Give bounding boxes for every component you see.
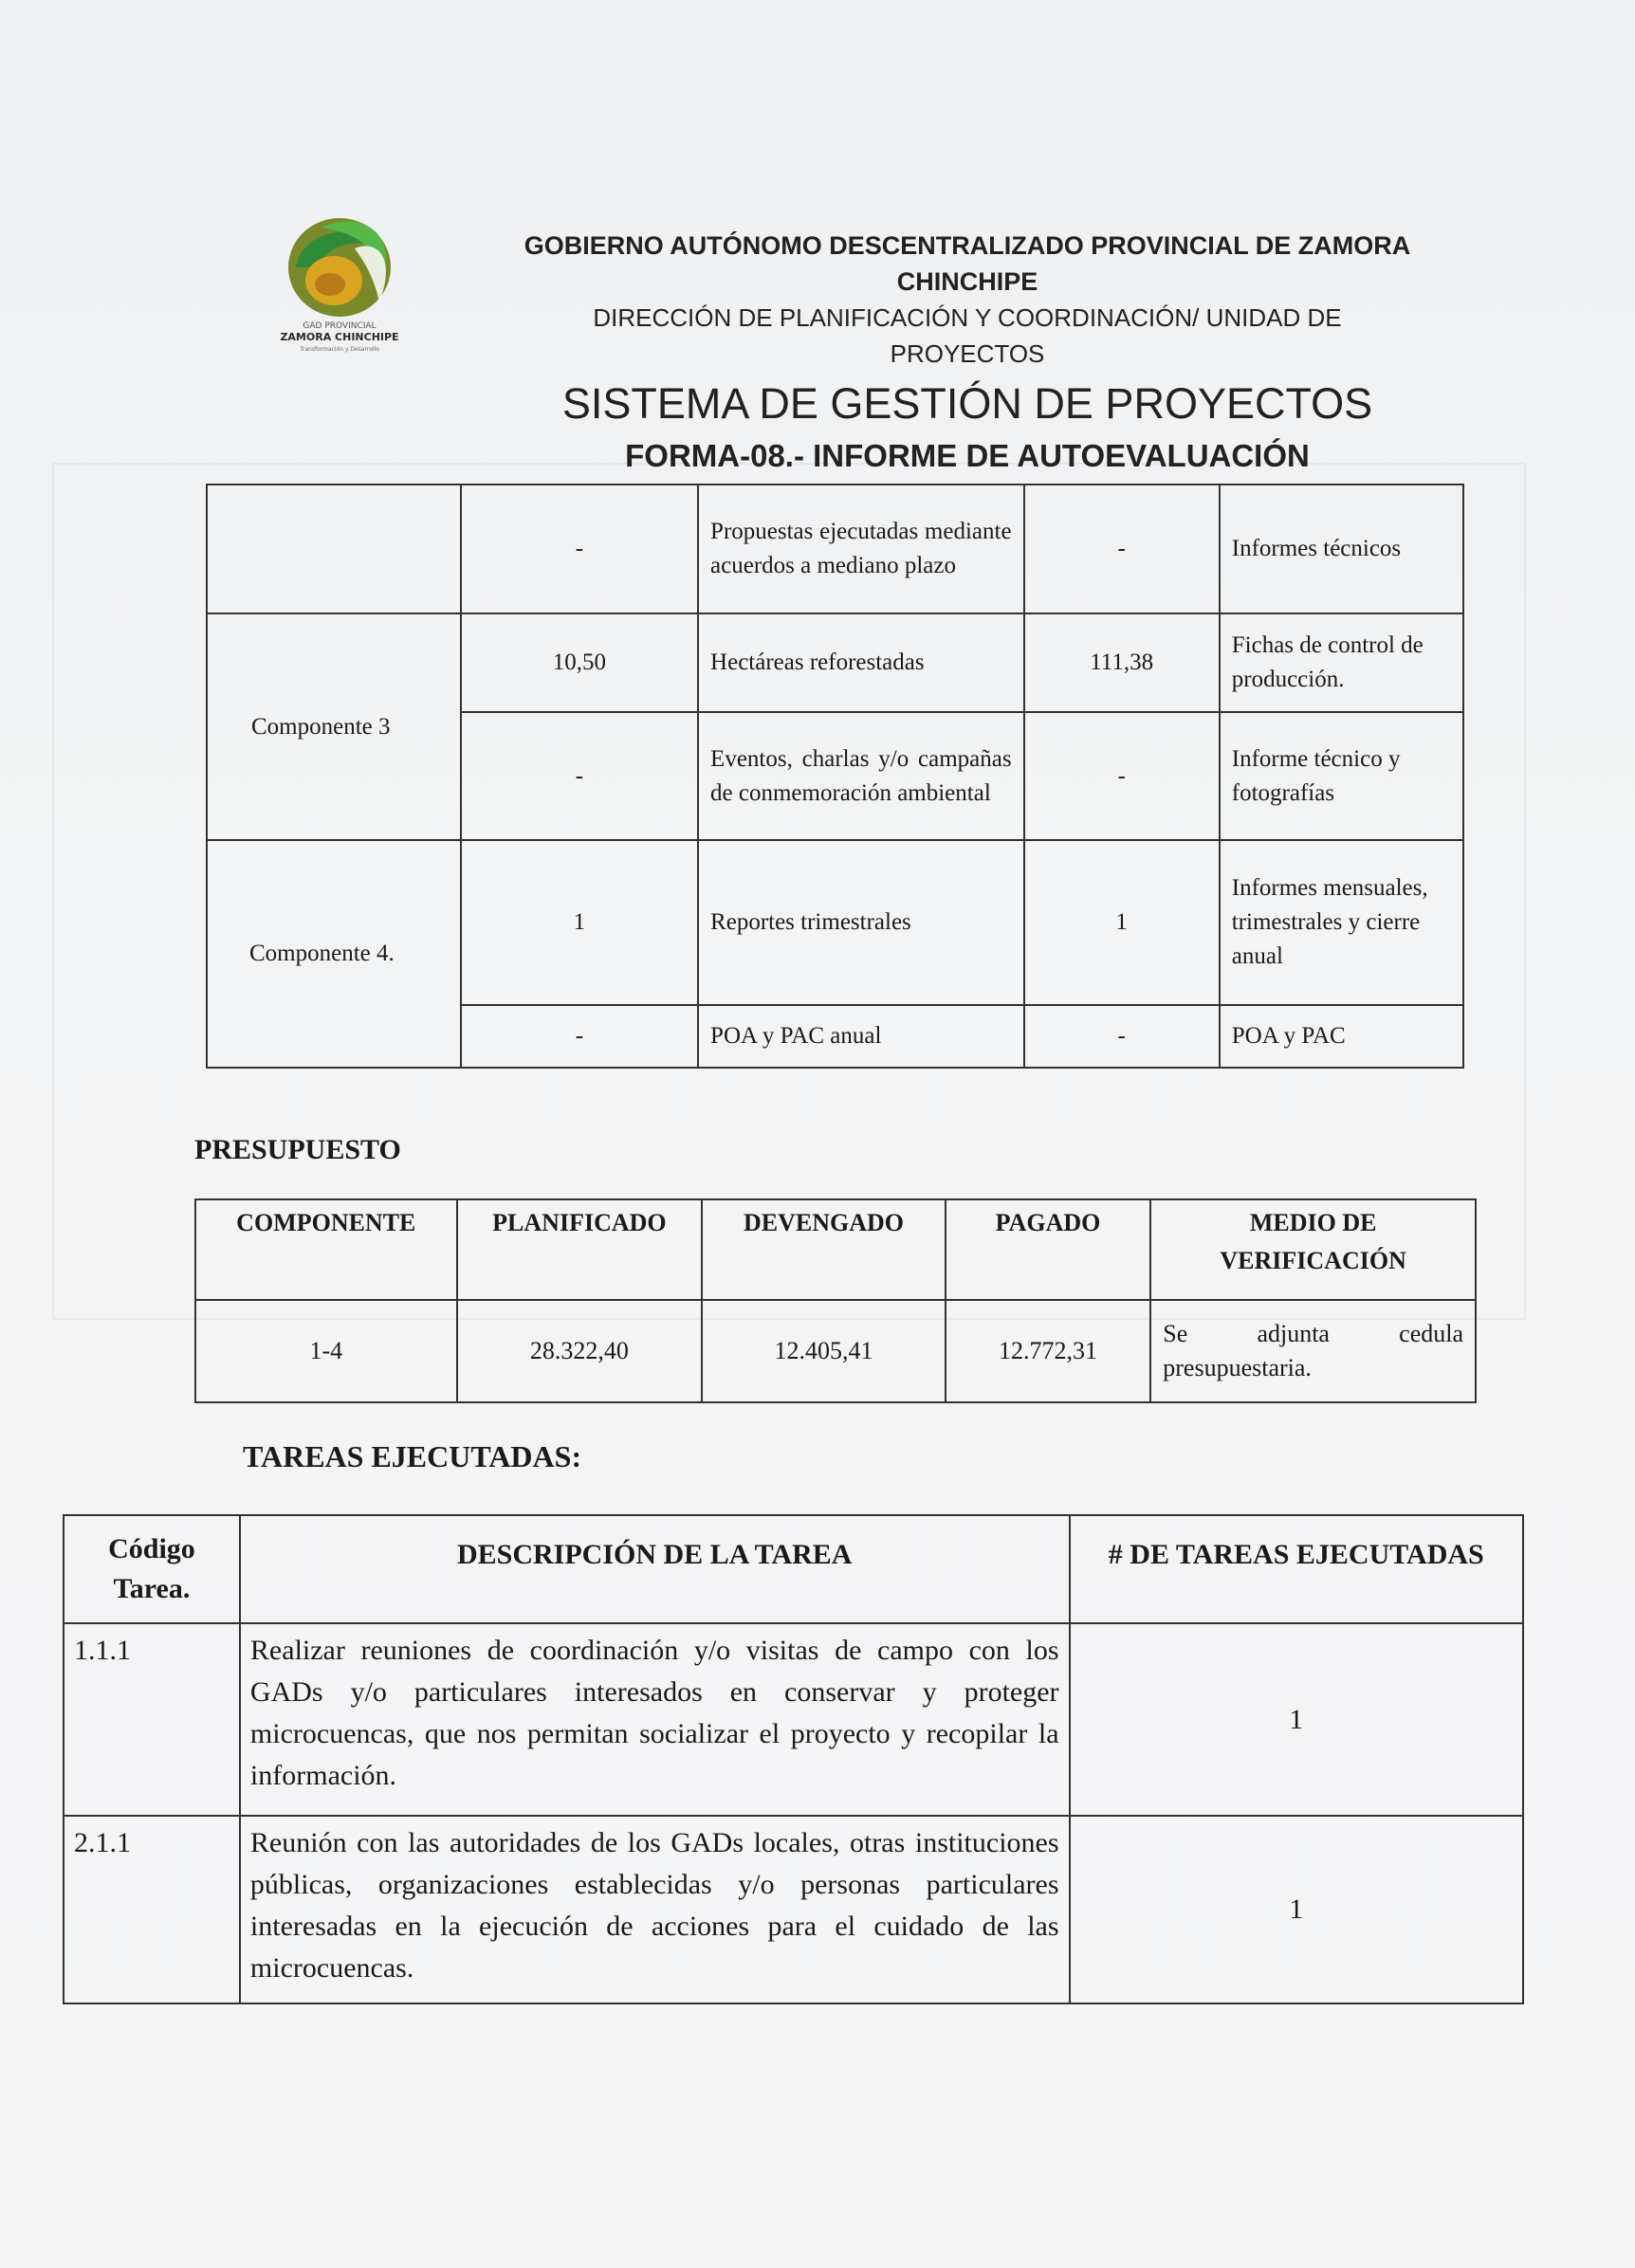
achieved-cell: - (1024, 712, 1220, 840)
table-row (207, 485, 1463, 613)
planned-cell: 10,50 (461, 613, 698, 712)
logo-line2: ZAMORA CHINCHIPE (280, 331, 399, 343)
paid-value: 12.772,31 (946, 1300, 1150, 1402)
accrued-value: 12.405,41 (702, 1300, 946, 1402)
verification-value: Se adjunta cedula presupuestaria. (1150, 1300, 1476, 1402)
logo-line3: Transformación y Desarrollo (300, 346, 379, 353)
table-row (207, 840, 1463, 1005)
verification-cell: POA y PAC (1220, 1005, 1463, 1068)
gad-zamora-logo (264, 210, 415, 362)
department-line1: DIRECCIÓN DE PLANIFICACIÓN Y COORDINACIÓN/ UNIDAD DE (593, 303, 1342, 332)
tasks-label: TAREAS EJECUTADAS: (243, 1439, 582, 1473)
header-cell: PLANIFICADO (457, 1199, 703, 1300)
components-table (206, 484, 1464, 1069)
task-code: 2.1.1 (64, 1816, 240, 2003)
task-code: 1.1.1 (64, 1623, 240, 1816)
tasks-table (63, 1514, 1524, 2004)
org-name-line1: GOBIERNO AUTÓNOMO DESCENTRALIZADO PROVINCIAL DE ZAMORA (524, 231, 1411, 260)
budget-table (194, 1198, 1477, 1403)
achieved-cell: - (1024, 1005, 1220, 1068)
task-count: 1 (1070, 1623, 1523, 1816)
task-count: 1 (1070, 1816, 1523, 2003)
header-cell: MEDIO DE VERIFICACIÓN (1150, 1199, 1476, 1300)
table-row (64, 1816, 1523, 2003)
table-row (207, 613, 1463, 712)
table-header-row (64, 1515, 1523, 1623)
indicator-cell: Propuestas ejecutadas mediante acuerdos a mediano plazo (698, 485, 1024, 613)
header-cell: DESCRIPCIÓN DE LA TAREA (240, 1515, 1070, 1623)
achieved-cell: 111,38 (1024, 613, 1220, 712)
component-cell: Componente 4. (207, 840, 461, 1068)
achieved-cell: 1 (1024, 840, 1220, 1005)
header-cell: # DE TAREAS EJECUTADAS (1070, 1515, 1523, 1623)
task-description: Realizar reuniones de coordinación y/o visitas de campo con los GADs y/o particulares interesados en conservar y proteger microcuencas, que nos permitan socializar el proyecto y recopilar la información. (240, 1623, 1070, 1816)
achieved-cell: - (1024, 485, 1220, 613)
org-name-line2: CHINCHIPE (896, 267, 1038, 296)
document-header (493, 228, 1442, 478)
indicator-cell: Hectáreas reforestadas (698, 613, 1024, 712)
indicator-cell: Reportes trimestrales (698, 840, 1024, 1005)
form-title: FORMA-08.- INFORME DE AUTOEVALUACIÓN (625, 438, 1310, 473)
verification-cell: Informes mensuales, trimestrales y cierre anual (1220, 840, 1463, 1005)
system-title: SISTEMA DE GESTIÓN DE PROYECTOS (561, 379, 1373, 428)
header-cell: Código Tarea. (64, 1515, 240, 1623)
indicator-cell: Eventos, charlas y/o campañas de conmemoración ambiental (698, 712, 1024, 840)
table-row (64, 1623, 1523, 1816)
header-cell: PAGADO (946, 1199, 1150, 1300)
verification-cell: Fichas de control de producción. (1220, 613, 1463, 712)
header-cell: DEVENGADO (702, 1199, 946, 1300)
table-header-row (195, 1199, 1476, 1300)
planned-cell: - (461, 712, 698, 840)
budget-label: PRESUPUESTO (194, 1134, 401, 1165)
task-description: Reunión con las autoridades de los GADs locales, otras instituciones públicas, organizaciones establecidas y/o personas particulares interesadas en la ejecución de acciones para el cuidado de las microcuencas. (240, 1816, 1070, 2003)
header-cell: COMPONENTE (195, 1199, 457, 1300)
verification-cell: Informe técnico y fotografías (1220, 712, 1463, 840)
planned-cell: - (461, 485, 698, 613)
component-value: 1-4 (195, 1300, 457, 1402)
verification-cell: Informes técnicos (1220, 485, 1463, 613)
planned-value: 28.322,40 (457, 1300, 703, 1402)
logo-line1: GAD PROVINCIAL (303, 321, 377, 331)
component-cell (207, 485, 461, 613)
planned-cell: 1 (461, 840, 698, 1005)
indicator-cell: POA y PAC anual (698, 1005, 1024, 1068)
department-line2: PROYECTOS (890, 339, 1045, 368)
table-row (195, 1300, 1476, 1402)
component-cell: Componente 3 (207, 613, 461, 840)
planned-cell: - (461, 1005, 698, 1068)
